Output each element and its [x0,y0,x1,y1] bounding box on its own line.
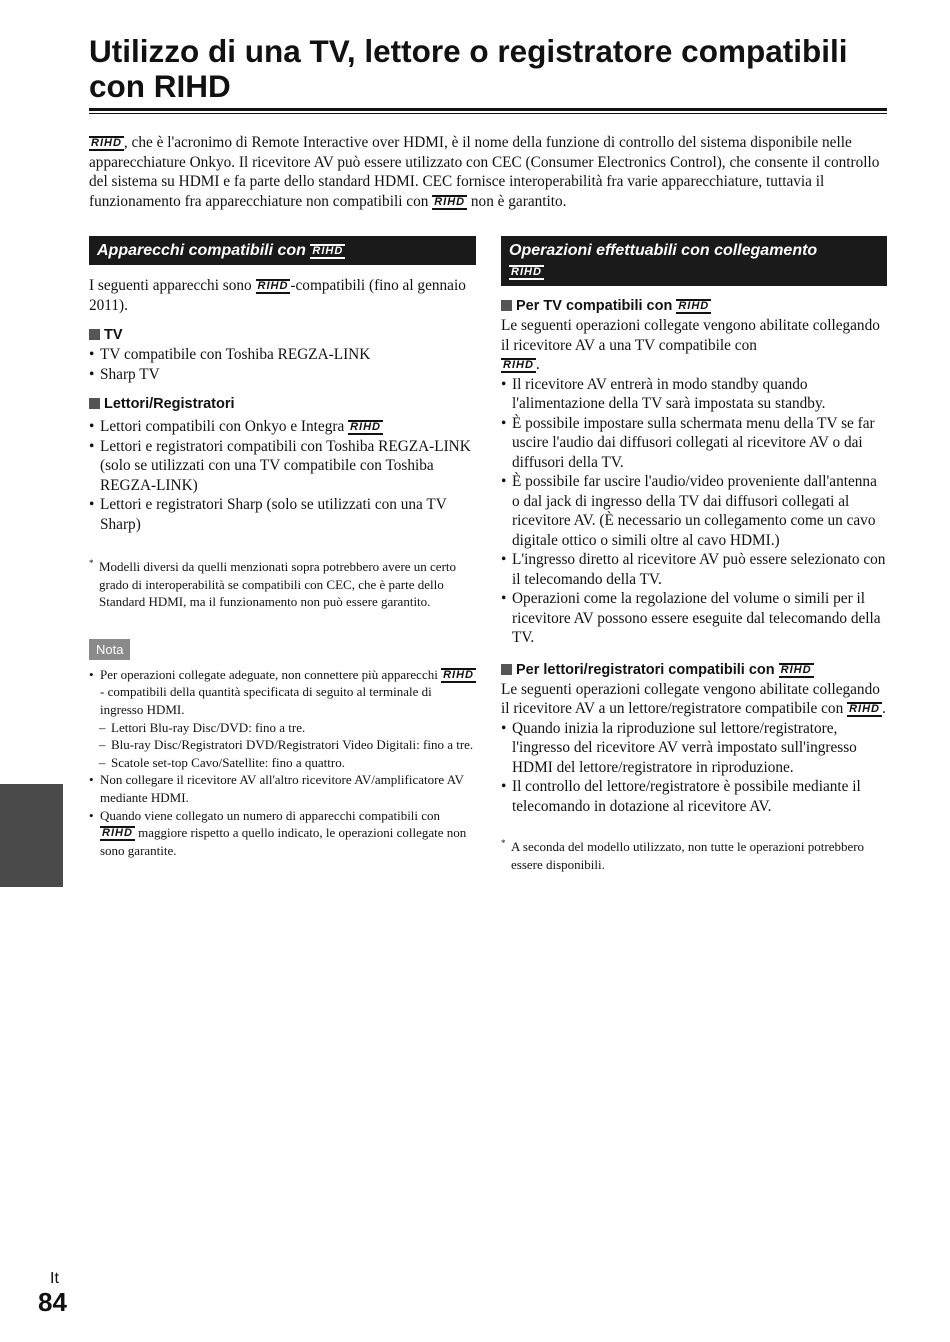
list-item: • Sharp TV [89,365,476,385]
rihd-logo: RIHD [102,827,133,840]
tv-ops-lead [501,316,887,375]
list-item: • Il ricevitore AV entrerà in modo standby quando l'alimentazione della TV sarà impostata su standby. [501,375,887,414]
tv-subheading-text: TV [104,327,123,343]
players-list [89,417,476,534]
list-item: • L'ingresso diretto al ricevitore AV può essere selezionato con il telecomando della TV. [501,550,887,589]
list-item: • Quando inizia la riproduzione sul lettore/registratore, l'ingresso del ricevitore AV verrà impostato sull'ingresso HDMI del lettore/registratore in riproduzione. [501,719,887,778]
rihd-logo: RIHD [257,280,289,292]
list-item [89,417,476,437]
section-heading-linked-operations [501,236,887,286]
nota-text: Per operazioni collegate adeguate, non connettere più apparecchi [100,666,442,682]
nota-text-end: maggiore rispetto a quello indicato, le operazioni collegate non sono garantite. [100,825,467,858]
section-heading-text: Apparecchi compatibili con [97,242,306,259]
players-ops-lead-end: . [881,700,886,717]
footnote-mark: * [501,838,506,848]
square-bullet-icon [89,398,100,409]
list-item: • Operazioni come la regolazione del volume o simili per il ricevitore AV possono essere eseguite dal telecomando della TV. [501,589,887,648]
rihd-logo: RIHD [780,663,812,676]
footnote [89,558,476,611]
rihd-logo: RIHD [91,137,122,149]
nota-sublist [89,719,476,772]
nota-badge: Nota [89,639,130,660]
right-column [501,236,887,873]
footnote [501,838,887,873]
left-column [89,236,476,859]
players-ops-subheading-text: Per lettori/registratori compatibili con [516,661,775,678]
list-item: • È possibile far uscire l'audio/video proveniente dall'antenna o dal jack di ingresso della TV dai diffusori collegati al ricevitore AV. (È necessario un collegamento come un cavo digitale ottico o simili oltre al cavo HDMI.) [501,472,887,550]
rihd-logo: RIHD [678,300,710,312]
page-title: Utilizzo di una TV, lettore o registratore compatibili con RIHD [89,33,848,104]
square-bullet-icon [89,329,100,340]
page-number: 84 [38,1287,67,1317]
players-subheading [89,394,476,414]
players-subheading-text: Lettori/Registratori [104,396,235,412]
chapter-side-tab [0,784,63,887]
intro-text-end: non è garantito. [467,192,567,210]
players-ops-subheading [501,660,887,680]
tv-ops-lead-text: Le seguenti operazioni collegate vengono abilitate collegando il ricevitore AV a una TV compatibile con [501,317,880,354]
list-item: • Lettori e registratori compatibili con Toshiba REGZA-LINK (solo se utilizzati con una TV compatibile con Toshiba REGZA-LINK) [89,437,476,496]
tv-ops-subheading [501,296,887,316]
nota-subitem: – Scatole set-top Cavo/Satellite: fino a quattro. [89,754,476,772]
title-rule-thin [89,113,887,114]
rihd-logo: RIHD [443,668,474,681]
language-code: It [50,1270,59,1287]
tv-subheading [89,325,476,345]
compatible-lead [89,276,476,315]
rihd-logo: RIHD [312,245,344,257]
section-heading-compatible-devices [89,236,476,265]
list-item: • Lettori e registratori Sharp (solo se utilizzati con una TV Sharp) [89,495,476,534]
nota-text: Quando viene collegato un numero di apparecchi compatibili con [100,807,441,823]
rihd-logo: RIHD [511,266,542,278]
tv-ops-subheading-text: Per TV compatibili con [516,298,673,314]
section-heading-text: Operazioni effettuabili con collegamento [509,242,818,259]
players-ops-lead-text: Le seguenti operazioni collegate vengono abilitate collegando il ricevitore AV a un lettore/registratore compatibile con [501,680,880,717]
square-bullet-icon [501,300,512,311]
rihd-logo: RIHD [434,195,466,208]
nota-list [89,666,476,860]
tv-list [89,345,476,384]
nota-subitem: – Blu-ray Disc/Registratori DVD/Registratori Video Digitali: fino a tre. [89,736,476,754]
square-bullet-icon [501,664,512,675]
nota-item [89,807,476,860]
lead-text: I seguenti apparecchi sono [89,277,256,294]
rihd-logo: RIHD [503,359,534,371]
list-item-text: Lettori compatibili con Onkyo e Integra [100,418,349,435]
intro-paragraph [89,133,889,211]
players-ops-list [501,719,887,817]
list-item: • Il controllo del lettore/registratore è possibile mediante il telecomando in dotazione al ricevitore AV. [501,777,887,816]
rihd-logo: RIHD [350,421,381,433]
footnote-text: Modelli diversi da quelli menzionati sopra potrebbero avere un certo grado di interoperabilità se compatibili con CEC, che è parte dello Standard HDMI, ma il funzionamento non può essere garantito. [99,559,457,610]
nota-item: • Non collegare il ricevitore AV all'altro ricevitore AV/amplificatore AV mediante HDMI. [89,771,476,806]
nota-text-end: - compatibili della quantità specificata di seguito al terminale di ingresso HDMI. [100,684,432,717]
nota-subitem: – Lettori Blu-ray Disc/DVD: fino a tre. [89,719,476,737]
intro-text: , che è l'acronimo di Remote Interactive over HDMI, è il nome della funzione di controllo del sistema disponibile nelle apparecchiature Onkyo. Il ricevitore AV può essere utilizzato con CEC (Consumer Electronics Control), che consente il controllo del sistema su HDMI e fa parte dello standard HDMI. CEC fornisce interoperabilità fra varie apparecchiature, tuttavia il funzionamento fra apparecchiature non compatibili con [89,134,880,210]
footnote-mark: * [89,558,94,568]
title-rule [89,108,887,111]
nota-item [89,666,476,772]
list-item: • TV compatibile con Toshiba REGZA-LINK [89,345,476,365]
footnote-text: A seconda del modello utilizzato, non tutte le operazioni potrebbero essere disponibili. [511,839,865,872]
tv-ops-lead-end: . [535,356,540,373]
rihd-logo: RIHD [849,703,880,715]
players-ops-lead [501,680,887,719]
list-item: • È possibile impostare sulla schermata menu della TV se far uscire l'audio dai diffusori collegati al ricevitore AV o dai diffusori della TV. [501,414,887,473]
lead-text-end: -compatibili (fino al gennaio 2011). [89,277,466,314]
tv-ops-list [501,375,887,648]
